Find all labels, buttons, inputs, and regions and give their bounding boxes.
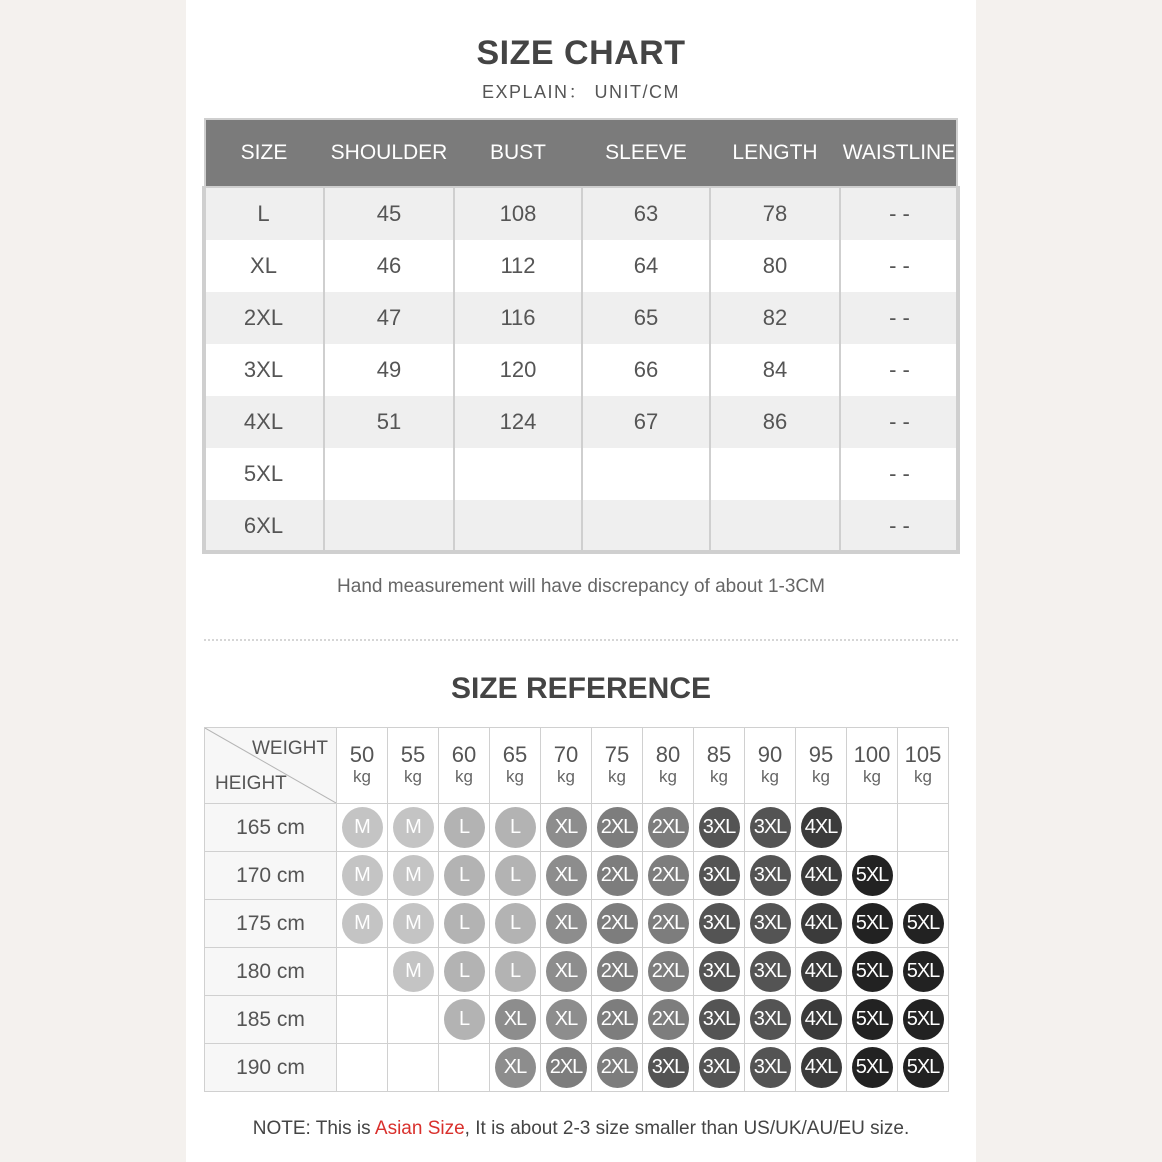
size-reference-cell: [439, 948, 490, 996]
size-badge: 4XL: [801, 951, 842, 992]
height-cell: 170 cm: [205, 852, 337, 900]
weight-value: 100: [853, 741, 891, 767]
size-reference-cell: [592, 804, 643, 852]
size-reference-cell: [337, 900, 388, 948]
corner-cell: [205, 728, 337, 804]
size-chart-table: [204, 118, 958, 552]
measurement-cell: 49: [324, 344, 454, 396]
asian-size-note: [0, 1118, 1162, 1140]
weight-value: 80: [655, 741, 681, 767]
measurement-cell: 45: [324, 188, 454, 240]
size-reference-cell: [847, 852, 898, 900]
size-badge: L: [444, 951, 485, 992]
size-reference-cell: [796, 948, 847, 996]
size-reference-cell: [439, 1044, 490, 1092]
measurement-cell: 64: [582, 240, 710, 292]
size-badge: 2XL: [648, 951, 689, 992]
size-badge: 2XL: [648, 999, 689, 1040]
size-badge: XL: [546, 807, 587, 848]
size-reference-cell: [898, 852, 949, 900]
size-badge: 2XL: [597, 951, 638, 992]
size-reference-cell: [745, 996, 796, 1044]
size-badge: 3XL: [699, 999, 740, 1040]
size-badge: M: [342, 807, 383, 848]
size-badge: L: [495, 951, 536, 992]
size-badge: 5XL: [852, 999, 893, 1040]
size-badge: L: [444, 855, 485, 896]
column-header: BUST: [454, 118, 582, 188]
measurement-cell: 47: [324, 292, 454, 344]
weight-value: 70: [553, 741, 579, 767]
measurement-cell: [324, 448, 454, 500]
size-reference-cell: [745, 1044, 796, 1092]
size-badge: 2XL: [597, 807, 638, 848]
size-badge: XL: [546, 951, 587, 992]
measurement-cell: [324, 500, 454, 552]
size-badge: L: [444, 903, 485, 944]
note-highlight: Asian Size: [374, 1118, 465, 1139]
size-reference-cell: [592, 996, 643, 1044]
size-reference-cell: [898, 1044, 949, 1092]
size-reference-cell: [796, 1044, 847, 1092]
column-header: SIZE: [204, 118, 324, 188]
weight-column-header: [745, 728, 796, 804]
size-reference-cell: [541, 804, 592, 852]
size-reference-cell: [337, 852, 388, 900]
size-reference-cell: [796, 996, 847, 1044]
size-reference-cell: [898, 996, 949, 1044]
measurement-cell: 116: [454, 292, 582, 344]
weight-unit: kg: [455, 766, 473, 786]
weight-value: 55: [400, 741, 426, 767]
size-badge: 3XL: [699, 951, 740, 992]
weight-unit: kg: [863, 766, 881, 786]
size-reference-cell: [337, 948, 388, 996]
table-row: [204, 344, 958, 396]
size-reference-cell: [694, 900, 745, 948]
note-suffix: , It is about 2-3 size smaller than US/UK/AU/EU size.: [464, 1118, 910, 1139]
size-reference-cell: [694, 852, 745, 900]
size-reference-cell: [388, 948, 439, 996]
measurement-cell: - -: [840, 448, 958, 500]
height-row: [205, 852, 949, 900]
size-badge: L: [495, 903, 536, 944]
size-reference-cell: [439, 996, 490, 1044]
measurement-cell: - -: [840, 240, 958, 292]
size-reference-cell: [643, 996, 694, 1044]
column-header: SLEEVE: [582, 118, 710, 188]
size-reference-cell: [592, 852, 643, 900]
height-cell: 190 cm: [205, 1044, 337, 1092]
table-row: [204, 240, 958, 292]
size-reference-cell: [439, 900, 490, 948]
measurement-cell: [454, 448, 582, 500]
size-badge: 3XL: [750, 1047, 791, 1088]
size-badge: 2XL: [546, 1047, 587, 1088]
measurement-cell: 51: [324, 396, 454, 448]
size-reference-cell: [898, 948, 949, 996]
size-reference-cell: [745, 948, 796, 996]
size-chart-header-row: [204, 118, 958, 188]
measurement-cell: 84: [710, 344, 840, 396]
size-badge: 3XL: [750, 999, 791, 1040]
height-cell: 180 cm: [205, 948, 337, 996]
size-badge: 5XL: [852, 951, 893, 992]
weight-value: 85: [706, 741, 732, 767]
weight-column-header: [490, 728, 541, 804]
measurement-cell: 80: [710, 240, 840, 292]
weight-header-row: [205, 728, 949, 804]
size-reference-cell: [694, 996, 745, 1044]
size-badge: 4XL: [801, 1047, 842, 1088]
size-badge: 3XL: [699, 903, 740, 944]
weight-column-header: [643, 728, 694, 804]
weight-column-header: [541, 728, 592, 804]
measurement-cell: - -: [840, 344, 958, 396]
size-reference-cell: [592, 1044, 643, 1092]
size-reference-cell: [490, 804, 541, 852]
height-cell: 175 cm: [205, 900, 337, 948]
size-badge: 3XL: [699, 1047, 740, 1088]
size-badge: M: [342, 903, 383, 944]
size-reference-cell: [694, 948, 745, 996]
size-badge: 5XL: [903, 999, 944, 1040]
size-reference-cell: [541, 996, 592, 1044]
measurement-cell: 108: [454, 188, 582, 240]
size-chart-subtitle: EXPLAIN： UNIT/CM: [481, 82, 681, 102]
size-cell: 3XL: [204, 344, 324, 396]
size-badge: 5XL: [852, 903, 893, 944]
size-badge: XL: [546, 903, 587, 944]
size-reference-cell: [388, 852, 439, 900]
size-reference-cell: [694, 804, 745, 852]
size-badge: 4XL: [801, 807, 842, 848]
size-cell: 2XL: [204, 292, 324, 344]
weight-column-header: [694, 728, 745, 804]
weight-value: 90: [757, 741, 783, 767]
weight-unit: kg: [404, 766, 422, 786]
size-reference-cell: [439, 804, 490, 852]
size-reference-cell: [490, 1044, 541, 1092]
size-badge: XL: [495, 1047, 536, 1088]
weight-unit: kg: [710, 766, 728, 786]
weight-column-header: [388, 728, 439, 804]
size-badge: XL: [546, 855, 587, 896]
weight-column-header: [898, 728, 949, 804]
size-reference-cell: [388, 900, 439, 948]
measurement-cell: 86: [710, 396, 840, 448]
height-label: HEIGHT: [215, 773, 287, 794]
size-reference-cell: [796, 900, 847, 948]
size-reference-cell: [541, 948, 592, 996]
size-reference-cell: [388, 804, 439, 852]
table-row: [204, 188, 958, 240]
measurement-cell: - -: [840, 396, 958, 448]
weight-unit: kg: [557, 766, 575, 786]
size-reference-cell: [490, 852, 541, 900]
weight-value: 60: [451, 741, 477, 767]
height-row: [205, 900, 949, 948]
measurement-cell: [454, 500, 582, 552]
weight-unit: kg: [608, 766, 626, 786]
size-badge: M: [393, 855, 434, 896]
weight-label: WEIGHT: [252, 738, 328, 759]
column-header: WAISTLINE: [840, 118, 958, 188]
column-header: LENGTH: [710, 118, 840, 188]
size-badge: L: [495, 807, 536, 848]
weight-column-header: [796, 728, 847, 804]
measurement-cell: 124: [454, 396, 582, 448]
weight-column-header: [439, 728, 490, 804]
size-cell: 4XL: [204, 396, 324, 448]
measurement-cell: 112: [454, 240, 582, 292]
size-badge: 3XL: [750, 903, 791, 944]
size-reference-cell: [439, 852, 490, 900]
weight-column-header: [592, 728, 643, 804]
weight-value: 75: [604, 741, 630, 767]
weight-unit: kg: [353, 766, 371, 786]
weight-column-header: [337, 728, 388, 804]
size-reference-cell: [898, 900, 949, 948]
height-row: [205, 948, 949, 996]
size-reference-table: [204, 727, 949, 1092]
weight-unit: kg: [914, 766, 932, 786]
size-badge: M: [393, 951, 434, 992]
size-badge: L: [495, 855, 536, 896]
size-badge: XL: [495, 999, 536, 1040]
note-prefix: NOTE: This is: [252, 1118, 375, 1139]
size-badge: 2XL: [648, 855, 689, 896]
table-row: [204, 448, 958, 500]
size-reference-cell: [541, 1044, 592, 1092]
size-cell: 6XL: [204, 500, 324, 552]
size-reference-cell: [337, 1044, 388, 1092]
size-badge: M: [393, 903, 434, 944]
size-badge: 3XL: [699, 807, 740, 848]
size-reference-cell: [337, 804, 388, 852]
size-badge: 2XL: [597, 903, 638, 944]
size-reference-cell: [745, 804, 796, 852]
height-cell: 185 cm: [205, 996, 337, 1044]
size-chart-title: SIZE CHART: [476, 34, 686, 72]
table-row: [204, 292, 958, 344]
size-reference-cell: [643, 1044, 694, 1092]
measurement-cell: - -: [840, 500, 958, 552]
size-badge: 2XL: [597, 1047, 638, 1088]
measurement-cell: 120: [454, 344, 582, 396]
size-badge: 3XL: [750, 855, 791, 896]
column-header: SHOULDER: [324, 118, 454, 188]
size-badge: 2XL: [597, 855, 638, 896]
size-reference-cell: [796, 804, 847, 852]
size-reference-cell: [694, 1044, 745, 1092]
size-reference-cell: [847, 996, 898, 1044]
size-reference-cell: [388, 1044, 439, 1092]
section-divider: [204, 639, 958, 641]
height-row: [205, 1044, 949, 1092]
size-badge: 5XL: [852, 1047, 893, 1088]
size-reference-cell: [847, 948, 898, 996]
measurement-cell: 63: [582, 188, 710, 240]
size-reference-cell: [796, 852, 847, 900]
weight-value: 105: [904, 741, 942, 767]
table-row: [204, 396, 958, 448]
size-badge: 3XL: [750, 951, 791, 992]
measurement-cell: 67: [582, 396, 710, 448]
weight-unit: kg: [659, 766, 677, 786]
size-cell: XL: [204, 240, 324, 292]
measurement-cell: 78: [710, 188, 840, 240]
size-badge: 2XL: [648, 807, 689, 848]
size-badge: 3XL: [648, 1047, 689, 1088]
size-reference-cell: [745, 900, 796, 948]
size-cell: L: [204, 188, 324, 240]
weight-value: 50: [349, 741, 375, 767]
measurement-cell: 65: [582, 292, 710, 344]
table-row: [204, 500, 958, 552]
weight-unit: kg: [812, 766, 830, 786]
size-reference-cell: [847, 1044, 898, 1092]
size-reference-title: SIZE REFERENCE: [450, 672, 712, 705]
measurement-cell: 66: [582, 344, 710, 396]
height-row: [205, 804, 949, 852]
size-badge: L: [444, 999, 485, 1040]
size-reference-cell: [592, 900, 643, 948]
size-reference-cell: [541, 900, 592, 948]
weight-unit: kg: [506, 766, 524, 786]
size-reference-cell: [388, 996, 439, 1044]
measurement-cell: - -: [840, 292, 958, 344]
size-badge: M: [342, 855, 383, 896]
size-badge: 3XL: [750, 807, 791, 848]
size-badge: 4XL: [801, 903, 842, 944]
weight-unit: kg: [761, 766, 779, 786]
measurement-cell: - -: [840, 188, 958, 240]
size-reference-cell: [745, 852, 796, 900]
size-badge: 4XL: [801, 855, 842, 896]
weight-column-header: [847, 728, 898, 804]
measurement-cell: 46: [324, 240, 454, 292]
size-badge: L: [444, 807, 485, 848]
size-badge: XL: [546, 999, 587, 1040]
size-cell: 5XL: [204, 448, 324, 500]
weight-value: 95: [808, 741, 834, 767]
size-badge: M: [393, 807, 434, 848]
measurement-cell: [582, 500, 710, 552]
size-badge: 5XL: [903, 903, 944, 944]
size-badge: 5XL: [852, 855, 893, 896]
measurement-cell: [710, 500, 840, 552]
size-reference-cell: [490, 900, 541, 948]
size-badge: 5XL: [903, 1047, 944, 1088]
size-reference-cell: [847, 900, 898, 948]
size-reference-cell: [898, 804, 949, 852]
size-reference-cell: [643, 804, 694, 852]
size-reference-cell: [490, 948, 541, 996]
height-cell: 165 cm: [205, 804, 337, 852]
size-reference-cell: [847, 804, 898, 852]
size-reference-cell: [541, 852, 592, 900]
size-badge: 3XL: [699, 855, 740, 896]
height-row: [205, 996, 949, 1044]
size-reference-cell: [490, 996, 541, 1044]
size-reference-cell: [592, 948, 643, 996]
size-badge: 2XL: [648, 903, 689, 944]
size-reference-cell: [643, 948, 694, 996]
size-badge: 5XL: [903, 951, 944, 992]
size-reference-cell: [643, 852, 694, 900]
measurement-cell: 82: [710, 292, 840, 344]
size-badge: 2XL: [597, 999, 638, 1040]
measurement-cell: [582, 448, 710, 500]
weight-value: 65: [502, 741, 528, 767]
size-reference-cell: [643, 900, 694, 948]
measurement-cell: [710, 448, 840, 500]
size-badge: 4XL: [801, 999, 842, 1040]
size-reference-cell: [337, 996, 388, 1044]
measurement-note: Hand measurement will have discrepancy of about 1-3CM: [337, 576, 825, 597]
